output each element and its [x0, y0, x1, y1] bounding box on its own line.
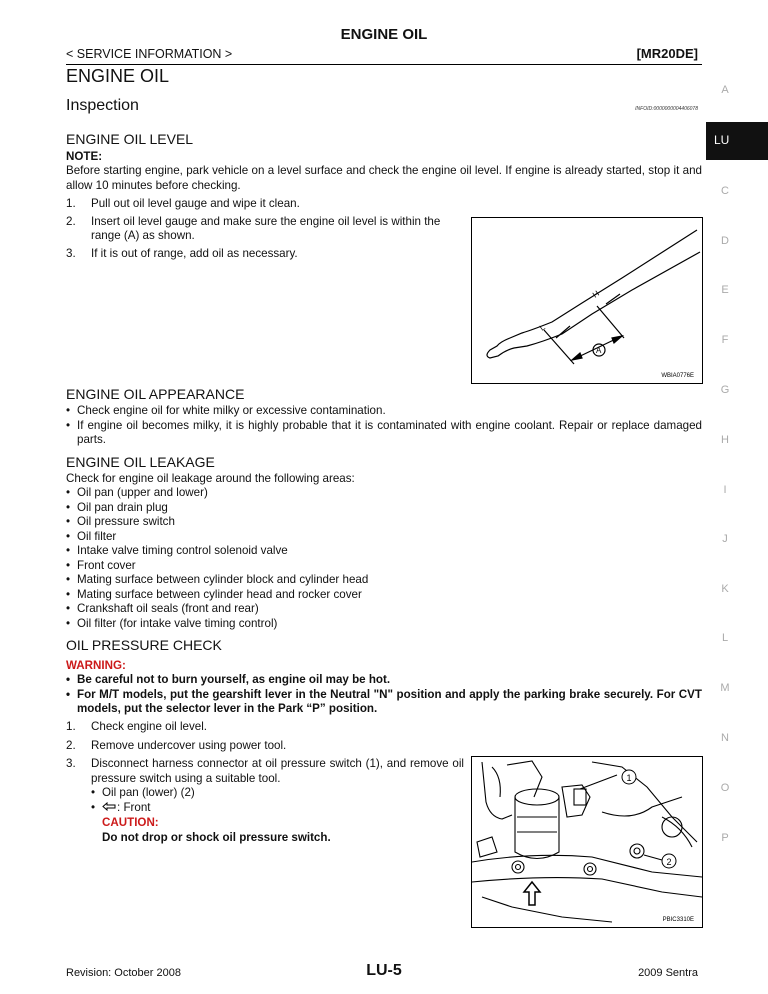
list-item: • Be careful not to burn yourself, as engine oil may be hot.: [66, 673, 391, 686]
oil-gauge-illustration: [472, 218, 702, 383]
label-h: H: [590, 288, 601, 300]
oil-pressure-switch-figure: [471, 756, 703, 928]
index-letter[interactable]: J: [722, 533, 728, 545]
index-letter[interactable]: F: [721, 334, 729, 346]
index-letter[interactable]: G: [720, 384, 730, 396]
label-a: A: [596, 346, 602, 355]
leakage-intro: Check for engine oil leakage around the following areas:: [66, 472, 355, 485]
list-item: • Mating surface between cylinder block and cylinder head: [66, 573, 369, 586]
note-label: NOTE:: [66, 150, 103, 163]
index-letter[interactable]: A: [721, 84, 729, 96]
figure-id: PBIC3310E: [662, 917, 694, 923]
list-item: • Intake valve timing control solenoid valve: [66, 544, 288, 557]
list-item: • Oil filter: [66, 529, 117, 543]
running-title: ENGINE OIL: [340, 26, 428, 43]
list-item: • Crankshaft oil seals (front and rear): [66, 602, 259, 615]
figure-id: WBIA0776E: [661, 373, 694, 379]
list-item: • Oil pressure switch: [66, 515, 175, 528]
list-item: • Check engine oil for white milky or excessive contamination.: [66, 404, 386, 417]
front-arrow-icon: [102, 801, 116, 816]
label-l: L: [537, 322, 547, 333]
pressure-heading: OIL PRESSURE CHECK: [66, 637, 222, 653]
index-tab-label: LU: [714, 133, 730, 147]
index-letter[interactable]: M: [720, 682, 730, 694]
level-steps: [66, 197, 464, 264]
index-letter[interactable]: P: [721, 832, 729, 844]
warning-label: WARNING:: [66, 659, 126, 672]
list-item: • For M/T models, put the gearshift lever in the Neutral "N" position and apply the parking brake securely. For CVT models, put the selector lever in the Park “P” position.: [66, 687, 702, 715]
level-heading: ENGINE OIL LEVEL: [66, 131, 194, 147]
list-item: • Oil pan (lower) (2): [91, 786, 195, 799]
leakage-heading: ENGINE OIL LEAKAGE: [66, 454, 215, 470]
revision-date: Revision: October 2008: [66, 967, 181, 979]
list-item: • Oil pan (upper and lower): [66, 486, 208, 499]
header-rule: [66, 64, 702, 65]
list-item: 3. If it is out of range, add oil as necessary.: [66, 246, 298, 260]
engine-bay-illustration: [472, 757, 702, 927]
callout-1: 1: [626, 773, 632, 783]
page-number: LU-5: [366, 962, 402, 979]
page-title: ENGINE OIL: [66, 66, 170, 86]
index-letter[interactable]: K: [721, 583, 729, 595]
vehicle-model: 2009 Sentra: [638, 967, 698, 979]
pressure-steps: [66, 720, 464, 789]
list-item: 1. Check engine oil level.: [66, 720, 208, 733]
caution-label: CAUTION:: [102, 816, 159, 829]
step3-sub-list: [91, 786, 195, 815]
index-letter[interactable]: H: [721, 434, 729, 446]
list-item: • Front cover: [66, 558, 136, 572]
section-label: < SERVICE INFORMATION >: [66, 47, 233, 61]
index-letter[interactable]: N: [721, 732, 729, 744]
note-text: Before starting engine, park vehicle on a level surface and check the engine oil level. If engine is already started, stop it and allow 10 minutes before checking.: [66, 164, 702, 192]
warning-list: [66, 673, 702, 717]
list-item: 1. Pull out oil level gauge and wipe it clean.: [66, 197, 300, 210]
list-item: • Oil filter (for intake valve timing control): [66, 616, 278, 630]
index-letter[interactable]: L: [721, 632, 729, 644]
oil-gauge-figure: [471, 217, 703, 384]
leakage-list: [66, 486, 566, 631]
list-item: 3. Disconnect harness connector at oil pressure switch (1), and remove oil pressure switch using a suitable tool.: [66, 757, 464, 785]
list-item: • : Front: [91, 800, 151, 814]
list-item: • Oil pan drain plug: [66, 500, 168, 514]
list-item: 2. Remove undercover using power tool.: [66, 738, 287, 752]
index-letter[interactable]: D: [721, 235, 729, 247]
list-item: • Mating surface between cylinder head and rocker cover: [66, 587, 362, 601]
list-item: • If engine oil becomes milky, it is highly probable that it is contaminated with engine coolant. Repair or replace damaged parts.: [66, 418, 702, 446]
info-id: INFOID:0000000004406078: [635, 106, 698, 112]
index-letter[interactable]: E: [721, 284, 729, 296]
index-letter[interactable]: C: [721, 185, 729, 197]
callout-2: 2: [666, 857, 672, 867]
caution-text: Do not drop or shock oil pressure switch.: [102, 831, 331, 844]
index-tab-active[interactable]: [706, 122, 768, 160]
appearance-list: [66, 404, 702, 448]
subsection-title: Inspection: [66, 97, 139, 114]
list-item: 2. Insert oil level gauge and make sure the engine oil level is within the range (A) as shown.: [66, 214, 441, 242]
model-code: [MR20DE]: [636, 46, 698, 61]
appearance-heading: ENGINE OIL APPEARANCE: [66, 386, 245, 402]
index-letter[interactable]: I: [723, 484, 727, 496]
index-letter[interactable]: O: [720, 782, 730, 794]
